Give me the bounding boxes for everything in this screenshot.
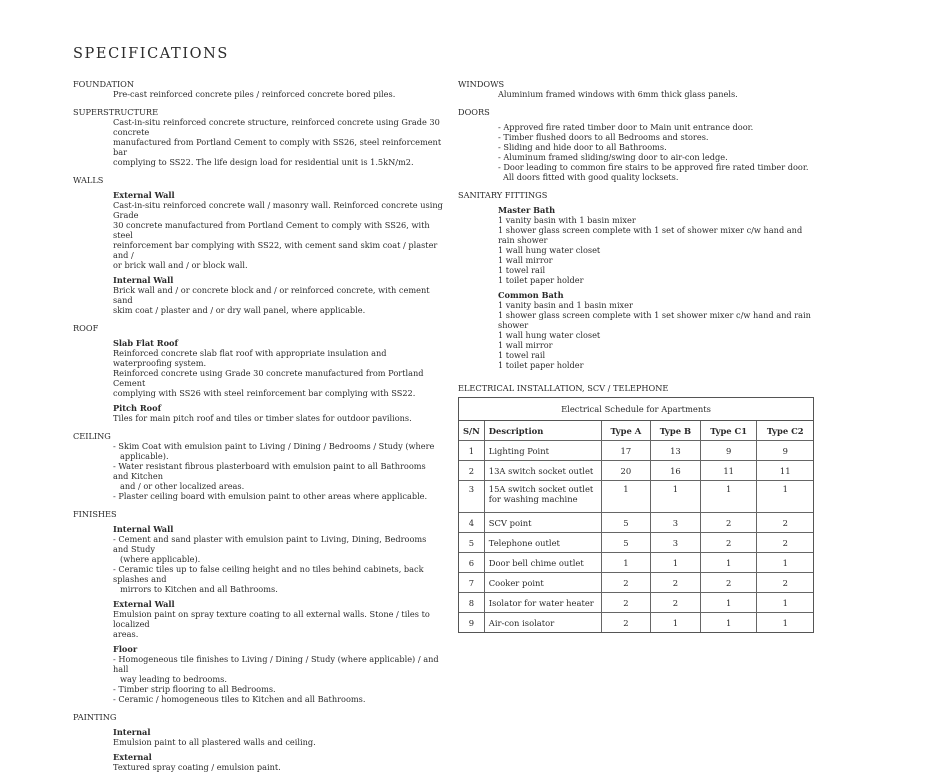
foundation-section (73, 79, 443, 99)
superstructure-line: complying to SS22. The life design load for residential unit is 1.5kN/m2. (113, 157, 414, 167)
table-row (459, 513, 813, 533)
type-a-cell: 2 (601, 573, 650, 593)
doors-section (458, 107, 818, 182)
superstructure-line: Cast-in-situ reinforced concrete structure, reinforced concrete using Grade 30 concrete (113, 117, 440, 137)
description-line: 15A switch socket outlet (488, 484, 594, 494)
description-cell (484, 481, 601, 513)
table-row (459, 461, 813, 481)
description-cell (484, 593, 601, 613)
type-c2-cell: 2 (757, 513, 813, 533)
ceiling-heading: CEILING (73, 431, 111, 441)
type-c2-cell: 1 (757, 613, 813, 633)
walls-internal-line: skim coat / plaster and / or dry wall panel, where applicable. (113, 305, 366, 315)
master-bath-title: Master Bath (498, 205, 556, 215)
description-line: Lighting Point (488, 445, 549, 456)
common-bath-item: 1 wall hung water closet (498, 330, 601, 340)
description-cell (484, 461, 601, 481)
superstructure-line: manufactured from Portland Cement to comply with SS26, steel reinforcement bar (113, 137, 442, 157)
description-cell (484, 613, 601, 633)
windows-heading: WINDOWS (458, 79, 505, 89)
doors-item: - Timber flushed doors to all Bedrooms and stores. (498, 132, 709, 142)
electrical-schedule-table (458, 397, 814, 633)
master-bath-item: 1 wall mirror (498, 255, 553, 265)
walls-internal-line: Brick wall and / or concrete block and / or reinforced concrete, with cement sand (113, 285, 430, 305)
doors-item: - Approved fire rated timber door to Main unit entrance door. (498, 122, 754, 132)
finishes-internal-item-cont: (where applicable). (120, 554, 201, 564)
master-bath-item: 1 shower glass screen complete with 1 set of shower mixer c/w hand and rain shower (498, 225, 803, 245)
sn-cell: 1 (459, 441, 484, 461)
painting-external-title: External (113, 752, 152, 762)
doors-item: - Aluminum framed sliding/swing door to air-con ledge. (498, 152, 728, 162)
roof-slab-line: Reinforced concrete slab flat roof with appropriate insulation and waterproofing system. (113, 348, 387, 368)
floor-item-cont: way leading to bedrooms. (120, 674, 227, 684)
header-type-c1: Type C1 (700, 421, 757, 441)
walls-external-line: Cast-in-situ reinforced concrete wall / masonry wall. Reinforced concrete using Grade (113, 200, 443, 220)
master-bath-item: 1 wall hung water closet (498, 245, 601, 255)
type-a-cell: 2 (601, 593, 650, 613)
painting-section (73, 712, 443, 772)
sn-cell: 9 (459, 613, 484, 633)
header-sn: S/N (459, 421, 484, 441)
type-a-cell: 1 (601, 553, 650, 573)
type-c1-cell: 1 (700, 553, 757, 573)
sanitary-section (458, 190, 818, 370)
description-line: 13A switch socket outlet (488, 465, 594, 476)
type-c1-cell: 2 (700, 513, 757, 533)
description-line: Cooker point (488, 577, 544, 588)
type-b-cell: 3 (650, 533, 700, 553)
type-b-cell: 1 (650, 481, 700, 513)
painting-internal-title: Internal (113, 727, 151, 737)
table-row (459, 573, 813, 593)
right-column (458, 79, 818, 393)
table-row (459, 533, 813, 553)
description-cell (484, 533, 601, 553)
table-row (459, 441, 813, 461)
common-bath-item: 1 shower glass screen complete with 1 set shower mixer c/w hand and rain shower (498, 310, 811, 330)
walls-heading: WALLS (73, 175, 104, 185)
type-b-cell: 3 (650, 513, 700, 533)
sanitary-heading: SANITARY FITTINGS (458, 190, 548, 200)
sn-cell: 5 (459, 533, 484, 553)
external-wall-title: External Wall (113, 190, 175, 200)
table-row (459, 593, 813, 613)
windows-section (458, 79, 818, 99)
ceiling-section (73, 431, 443, 501)
common-bath-title: Common Bath (498, 290, 564, 300)
superstructure-section (73, 107, 443, 167)
slab-flat-roof-title: Slab Flat Roof (113, 338, 179, 348)
type-a-cell: 17 (601, 441, 650, 461)
finishes-internal-title: Internal Wall (113, 524, 174, 534)
doors-heading: DOORS (458, 107, 490, 117)
sn-cell: 6 (459, 553, 484, 573)
type-b-cell: 2 (650, 593, 700, 613)
painting-heading: PAINTING (73, 712, 117, 722)
roof-pitch-line: Tiles for main pitch roof and tiles or timber slates for outdoor pavilions. (113, 413, 412, 423)
table-row (459, 481, 813, 513)
electrical-heading: ELECTRICAL INSTALLATION, SCV / TELEPHONE (458, 383, 669, 393)
superstructure-heading: SUPERSTRUCTURE (73, 107, 159, 117)
ceiling-item-cont: applicable). (120, 451, 169, 461)
type-a-cell: 20 (601, 461, 650, 481)
walls-external-line: 30 concrete manufactured from Portland Cement to comply with SS26, with steel (113, 220, 430, 240)
header-type-c2: Type C2 (757, 421, 813, 441)
sn-cell: 3 (459, 481, 484, 513)
type-c1-cell: 11 (700, 461, 757, 481)
type-b-cell: 13 (650, 441, 700, 461)
finishes-internal-item: - Ceramic tiles up to false ceiling height and no tiles behind cabinets, back splashes and (113, 564, 424, 584)
type-c2-cell: 2 (757, 573, 813, 593)
type-a-cell: 2 (601, 613, 650, 633)
windows-text: Aluminium framed windows with 6mm thick glass panels. (498, 89, 738, 99)
type-c2-cell: 11 (757, 461, 813, 481)
type-a-cell: 5 (601, 533, 650, 553)
roof-slab-line: complying with SS26 with steel reinforcement bar complying with SS22. (113, 388, 416, 398)
description-line: Door bell chime outlet (488, 557, 584, 568)
type-b-cell: 16 (650, 461, 700, 481)
master-bath-item: 1 toilet paper holder (498, 275, 584, 285)
sn-cell: 2 (459, 461, 484, 481)
description-cell (484, 513, 601, 533)
type-c1-cell: 9 (700, 441, 757, 461)
description-line: Isolator for water heater (488, 597, 594, 608)
floor-title: Floor (113, 644, 138, 654)
description-line: Telephone outlet (488, 537, 560, 548)
doors-item: All doors fitted with good quality locksets. (503, 172, 679, 182)
table-row (459, 613, 813, 633)
foundation-heading: FOUNDATION (73, 79, 135, 89)
table-row (459, 553, 813, 573)
description-line: SCV point (488, 517, 532, 528)
header-type-a: Type A (601, 421, 650, 441)
walls-external-line: reinforcement bar complying with SS22, with cement sand skim coat / plaster and / (113, 240, 438, 260)
roof-slab-line: Reinforced concrete using Grade 30 concrete manufactured from Portland Cement (113, 368, 424, 388)
finishes-section (73, 509, 443, 704)
ceiling-item: - Skim Coat with emulsion paint to Living / Dining / Bedrooms / Study (where (113, 441, 435, 451)
sn-cell: 8 (459, 593, 484, 613)
type-a-cell: 1 (601, 481, 650, 513)
type-c1-cell: 2 (700, 573, 757, 593)
finishes-heading: FINISHES (73, 509, 117, 519)
painting-internal-text: Emulsion paint to all plastered walls and ceiling. (113, 737, 316, 747)
type-b-cell: 2 (650, 573, 700, 593)
electrical-section (458, 383, 818, 393)
description-cell (484, 553, 601, 573)
common-bath-item: 1 towel rail (498, 350, 546, 360)
foundation-text: Pre-cast reinforced concrete piles / reinforced concrete bored piles. (113, 89, 396, 99)
walls-external-line: or brick wall and / or block wall. (113, 260, 248, 270)
sn-cell: 7 (459, 573, 484, 593)
finishes-internal-item: - Cement and sand plaster with emulsion paint to Living, Dining, Bedrooms and Study (113, 534, 427, 554)
description-cell (484, 573, 601, 593)
ceiling-item: - Plaster ceiling board with emulsion paint to other areas where applicable. (113, 491, 428, 501)
common-bath-item: 1 toilet paper holder (498, 360, 584, 370)
ceiling-item: - Water resistant fibrous plasterboard with emulsion paint to all Bathrooms and Kitchen (113, 461, 426, 481)
roof-heading: ROOF (73, 323, 99, 333)
type-c1-cell: 1 (700, 613, 757, 633)
type-c1-cell: 1 (700, 481, 757, 513)
header-type-b: Type B (650, 421, 700, 441)
walls-section (73, 175, 443, 315)
table-caption: Electrical Schedule for Apartments (459, 398, 813, 421)
description-line: for washing machine (488, 494, 578, 504)
type-a-cell: 5 (601, 513, 650, 533)
common-bath-item: 1 wall mirror (498, 340, 553, 350)
master-bath-item: 1 vanity basin with 1 basin mixer (498, 215, 636, 225)
sn-cell: 4 (459, 513, 484, 533)
type-b-cell: 1 (650, 553, 700, 573)
left-column (73, 79, 443, 772)
type-c2-cell: 1 (757, 593, 813, 613)
ceiling-item-cont: and / or other localized areas. (120, 481, 245, 491)
roof-section (73, 323, 443, 423)
common-bath-item: 1 vanity basin and 1 basin mixer (498, 300, 633, 310)
internal-wall-title: Internal Wall (113, 275, 174, 285)
finishes-internal-item-cont: mirrors to Kitchen and all Bathrooms. (120, 584, 278, 594)
painting-external-text: Textured spray coating / emulsion paint. (113, 762, 281, 772)
type-c2-cell: 1 (757, 553, 813, 573)
header-description: Description (484, 421, 601, 441)
finishes-external-title: External Wall (113, 599, 175, 609)
finishes-external-line: Emulsion paint on spray texture coating to all external walls. Stone / tiles to localized (113, 609, 430, 629)
type-c2-cell: 1 (757, 481, 813, 513)
table-header-row (459, 421, 813, 441)
description-line: Air-con isolator (488, 617, 555, 628)
doors-item: - Door leading to common fire stairs to be approved fire rated timber door. (498, 162, 809, 172)
pitch-roof-title: Pitch Roof (113, 403, 162, 413)
page-title: SPECIFICATIONS (73, 46, 229, 62)
type-c2-cell: 9 (757, 441, 813, 461)
description-cell (484, 441, 601, 461)
type-c1-cell: 1 (700, 593, 757, 613)
finishes-external-line: areas. (113, 629, 139, 639)
floor-item: - Homogeneous tile finishes to Living / Dining / Study (where applicable) / and hall (113, 654, 439, 674)
type-c2-cell: 2 (757, 533, 813, 553)
doors-item: - Sliding and hide door to all Bathrooms. (498, 142, 667, 152)
master-bath-item: 1 towel rail (498, 265, 546, 275)
type-c1-cell: 2 (700, 533, 757, 553)
floor-item: - Timber strip flooring to all Bedrooms. (113, 684, 276, 694)
type-b-cell: 1 (650, 613, 700, 633)
floor-item: - Ceramic / homogeneous tiles to Kitchen and all Bathrooms. (113, 694, 366, 704)
